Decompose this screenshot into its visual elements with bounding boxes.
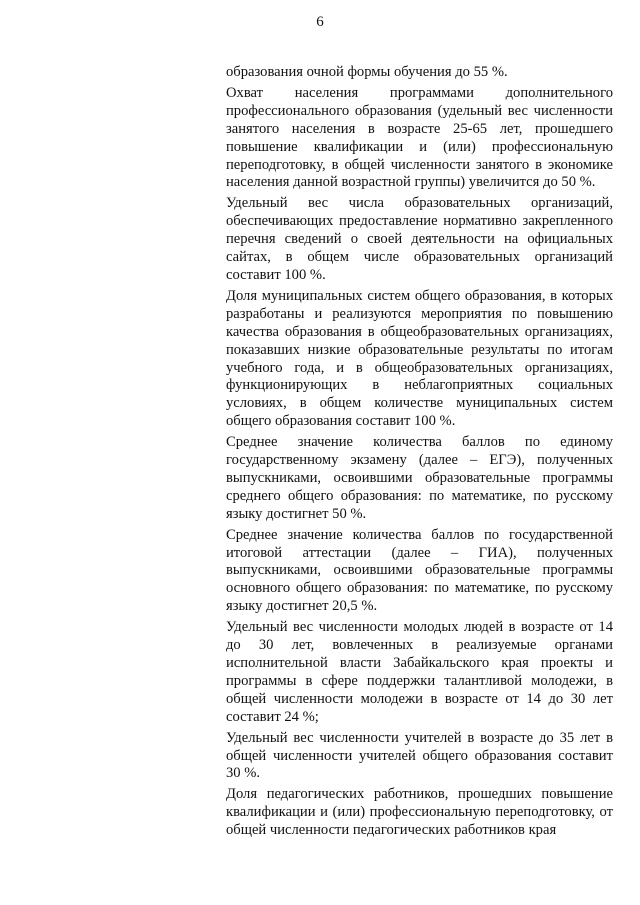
paragraph: Охват населения программами дополнительного профессионального образования (удельный вес численности занятого населения в возрасте 25-65 лет, прошедшего повышение квалификации и (или) профессиональную переподготовку, в общей численности занятого в экономике населения данной возрастной группы) увеличится до 50 %. [226,84,613,191]
paragraph: Среднее значение количества баллов по государственной итоговой аттестации (далее – ГИА), полученных выпускниками, освоившими образовательные программы основного общего образования: по математике, по русскому языку достигнет 20,5 %. [226,526,613,615]
page-number: 6 [316,14,324,30]
document-body [226,64,613,843]
paragraph: Среднее значение количества баллов по единому государственному экзамену (далее – ЕГЭ), полученных выпускниками, освоившими образовательные программы среднего общего образования: по математике, по русскому языку достигнет 50 %. [226,434,613,522]
paragraph: Доля муниципальных систем общего образования, в которых разработаны и реализуются мероприятия по повышению качества образования в общеобразовательных организациях, показавших низкие образовательные результаты по итогам учебного года, и в общеобразовательных организациях, функционирующих в неблагоприятных социальных условиях, в общем количестве муниципальных систем общего образования составит 100 %. [226,287,613,430]
paragraph: Доля педагогических работников, прошедших повышение квалификации и (или) профессиональную переподготовку, от общей численности педагогических работников края [226,786,613,839]
paragraph: Удельный вес численности молодых людей в возрасте от 14 до 30 лет, вовлеченных в реализуемые органами исполнительной власти Забайкальского края проекты и программы в сфере поддержки талантливой молодежи, в общей численности молодежи в возрасте от 14 до 30 лет составит 24 %; [226,619,613,725]
paragraph: Удельный вес численности учителей в возрасте до 35 лет в общей численности учителей общего образования составит 30 %. [226,729,613,782]
paragraph: Удельный вес числа образовательных организаций, обеспечивающих предоставление нормативно закрепленного перечня сведений о своей деятельности на официальных сайтах, в общем числе образовательных организаций составит 100 %. [226,195,613,283]
paragraph: образования очной формы обучения до 55 %. [226,64,508,80]
